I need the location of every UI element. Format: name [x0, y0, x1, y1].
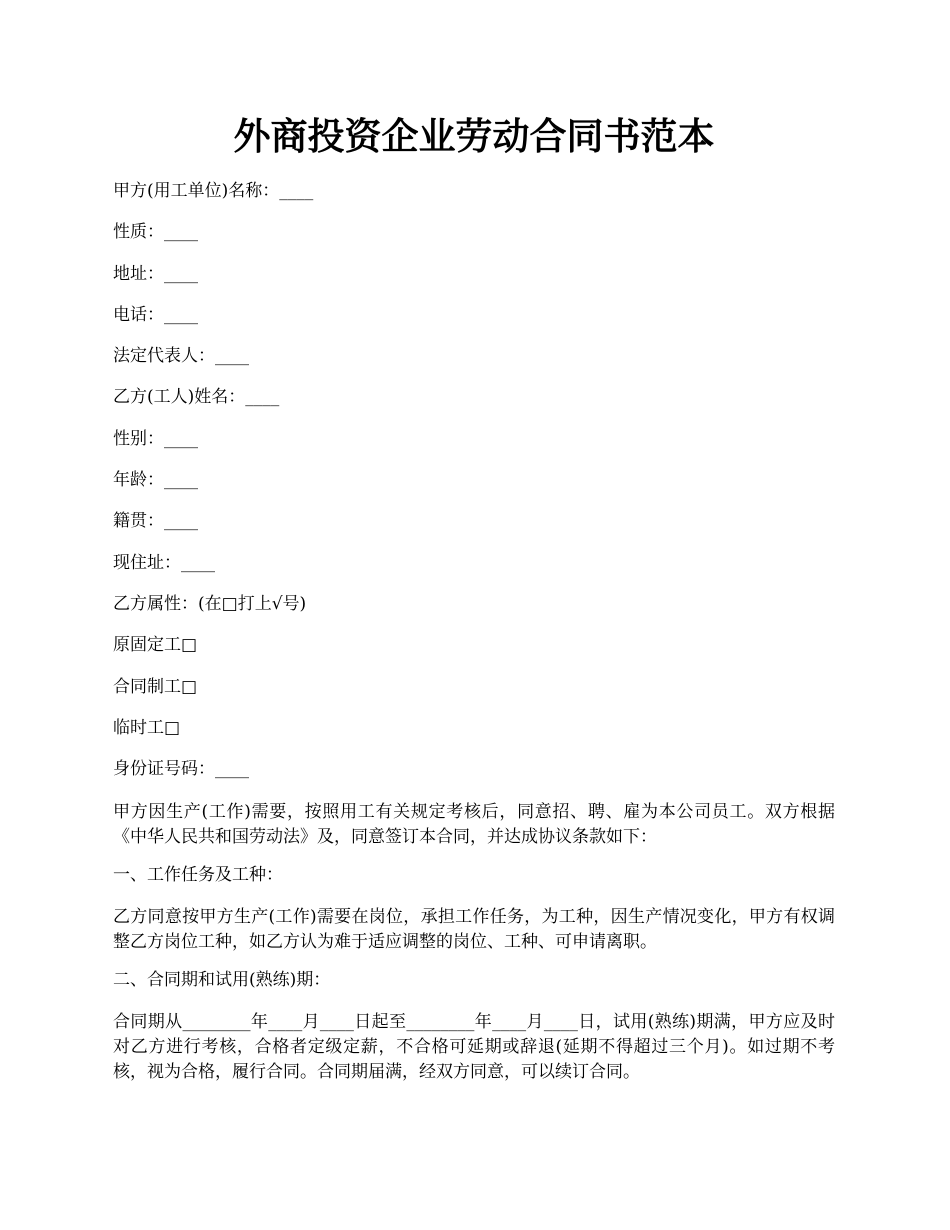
id-number-field: 身份证号码：____ — [113, 759, 249, 780]
employee-age-field: 年龄：____ — [113, 470, 198, 491]
section-2-body: 合同期从________年____月____日起至________年____月____日，试用(熟练)期满，甲方应及时对乙方进行考核，合格者定级定薪，不合格可延期或辞退(延期不得超过三个月)。如过期不考核，视为合格，履行合同。合同期届满，经双方同意，可以续订合同。 — [113, 1012, 835, 1083]
employer-phone-field: 电话：____ — [113, 304, 198, 325]
contract-fields — [113, 181, 835, 779]
section-1-body: 乙方同意按甲方生产(工作)需要在岗位，承担工作任务，为工种，因生产情况变化，甲方有权调整乙方岗位工种，如乙方认为难于适应调整的岗位、工种、可申请离职。 — [113, 907, 835, 953]
type-option-permanent: 原固定工□ — [113, 635, 198, 656]
type-option-temporary: 临时工□ — [113, 717, 181, 738]
employee-address-field: 现住址：____ — [113, 552, 215, 573]
employer-address-field: 地址：____ — [113, 263, 198, 284]
document-title: 外商投资企业劳动合同书范本 — [233, 114, 715, 158]
legal-representative-field: 法定代表人：____ — [113, 346, 249, 367]
employer-name-field: 甲方(用工单位)名称：____ — [113, 181, 314, 201]
employer-nature-field: 性质：____ — [113, 222, 198, 243]
type-option-contract: 合同制工□ — [113, 676, 198, 697]
section-2-heading: 二、合同期和试用(熟练)期： — [113, 970, 331, 991]
intro-paragraph: 甲方因生产(工作)需要，按照用工有关规定考核后，同意招、聘、雇为本公司员工。双方根据《中华人民共和国劳动法》及，同意签订本合同，并达成协议条款如下： — [113, 802, 835, 848]
employee-type-label: 乙方属性：(在□打上√号) — [113, 593, 307, 614]
employee-gender-field: 性别：____ — [113, 428, 198, 449]
employee-name-field: 乙方(工人)姓名：____ — [113, 387, 280, 408]
section-1-heading: 一、工作任务及工种： — [113, 865, 283, 886]
employee-origin-field: 籍贯：____ — [113, 511, 198, 532]
